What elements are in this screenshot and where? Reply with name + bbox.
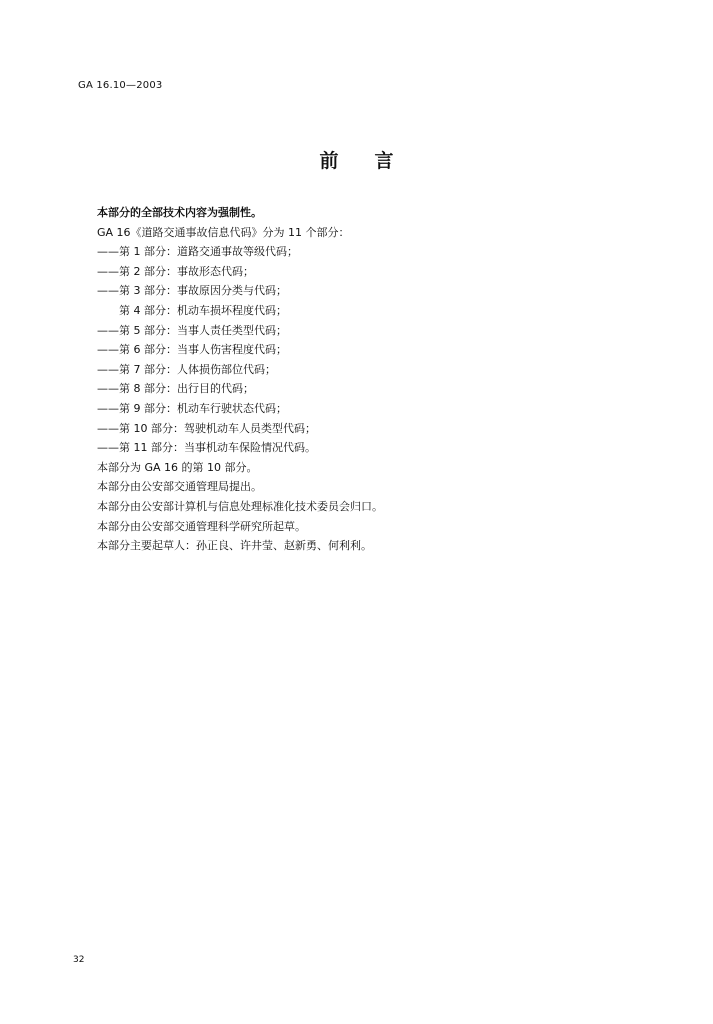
centralized-by-statement: 本部分由公安部计算机与信息处理标准化技术委员会归口。	[97, 499, 383, 513]
drafters-statement: 本部分主要起草人：孙正良、许井莹、赵新勇、何利利。	[97, 539, 372, 553]
part-list-item: 第 4 部分：机动车损坏程度代码；	[119, 303, 287, 317]
page-title: 前言	[319, 150, 430, 172]
part-statement: 本部分为 GA 16 的第 10 部分。	[97, 460, 258, 474]
part-list-item: ——第 6 部分：当事人伤害程度代码；	[97, 343, 287, 357]
part-list-item: ——第 2 部分：事故形态代码；	[97, 264, 254, 278]
foreword-body	[97, 203, 637, 556]
page-number: 32	[73, 955, 85, 965]
parts-intro: GA 16《道路交通事故信息代码》分为 11 个部分：	[97, 225, 350, 239]
part-list-item: ——第 5 部分：当事人责任类型代码；	[97, 323, 287, 337]
drafted-by-statement: 本部分由公安部交通管理科学研究所起草。	[97, 519, 306, 533]
part-list-item: ——第 8 部分：出行目的代码；	[97, 382, 254, 396]
part-list-item: ——第 3 部分：事故原因分类与代码；	[97, 284, 287, 298]
part-list-item: ——第 10 部分：驾驶机动车人员类型代码；	[97, 421, 316, 435]
mandatory-statement: 本部分的全部技术内容为强制性。	[97, 206, 262, 219]
part-list-item: ——第 9 部分：机动车行驶状态代码；	[97, 401, 287, 415]
part-list-item: ——第 7 部分：人体损伤部位代码；	[97, 362, 276, 376]
part-list-item: ——第 11 部分：当事机动车保险情况代码。	[97, 441, 316, 455]
part-list-item: ——第 1 部分：道路交通事故等级代码；	[97, 245, 298, 259]
proposer-statement: 本部分由公安部交通管理局提出。	[97, 480, 262, 494]
standard-code: GA 16.10—2003	[78, 80, 163, 91]
